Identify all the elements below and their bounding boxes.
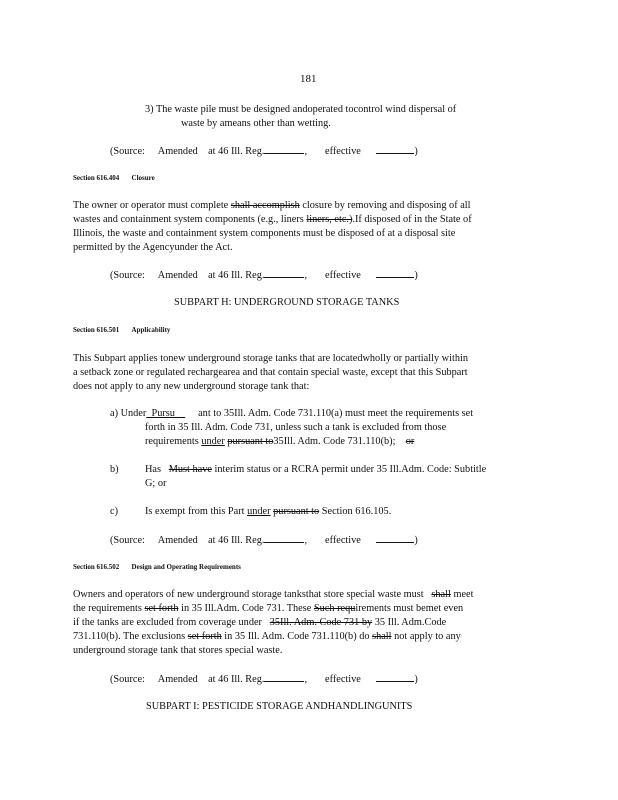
closure-line-3: Illinois, the waste and containment system components must be disposed of at a disposal site [73, 228, 456, 239]
design-line-5: underground storage tank that stores special waste. [73, 645, 283, 656]
design-line-2: the requirements set forth in 35 Ill.Adm. Code 731. These Such requirements must bemet even [73, 603, 464, 614]
item-b-label: b) [110, 464, 119, 475]
subpart-i-heading: SUBPART I: PESTICIDE STORAGE ANDHANDLINGUNITS [146, 701, 413, 712]
closure-line-1: The owner or operator must complete shall accomplish closure by removing and disposing of all [73, 200, 471, 211]
source-note: (Source: Amended at 46 Ill. Reg. , effective ) [110, 535, 418, 546]
item-c-label: c) [110, 506, 118, 517]
subpart-h-heading: SUBPART H: UNDERGROUND STORAGE TANKS [174, 297, 400, 308]
section-616-502-heading: Section 616.502 Design and Operating Requirements [73, 563, 241, 571]
page-number: 181 [300, 73, 317, 85]
item-b-line-1: Has Must have interim status or a RCRA permit under 35 Ill.Adm. Code: Subtitle [145, 464, 487, 475]
closure-line-2: wastes and containment system components (e.g., liners liners, etc.).If disposed of in the State of [73, 214, 472, 225]
applicability-line-2: a setback zone or regulated rechargearea and that contain special waste, except that this Subpart [73, 367, 468, 378]
applicability-line-3: does not apply to any new underground storage tank that: [73, 381, 310, 392]
item-a-line-2: forth in 35 Ill. Adm. Code 731, unless such a tank is excluded from those [145, 422, 447, 433]
item-3-line-1: 3) The waste pile must be designed andoperated tocontrol wind dispersal of [145, 104, 457, 115]
design-line-3: if the tanks are excluded from coverage under 35Ill. Adm. Code 731 by 35 Ill. Adm.Code [73, 617, 447, 628]
item-a-line-1: a) Under Pursu ant to 35Ill. Adm. Code 731.110(a) must meet the requirements set [110, 408, 474, 419]
section-616-501-heading: Section 616.501 Applicability [73, 326, 171, 334]
applicability-line-1: This Subpart applies tonew underground storage tanks that are locatedwholly or partially within [73, 353, 469, 364]
source-note: (Source: Amended at 46 Ill. Reg. , effective ) [110, 674, 418, 685]
source-note: (Source: Amended at 46 Ill. Reg. , effective ) [110, 146, 418, 157]
closure-line-4: permitted by the Agencyunder the Act. [73, 242, 233, 253]
item-3-line-2: waste by ameans other than wetting. [181, 118, 331, 129]
source-note: (Source: Amended at 46 Ill. Reg. , effective ) [110, 270, 418, 281]
item-a-line-3: requirements under pursuant to35Ill. Adm. Code 731.110(b); or [145, 436, 415, 447]
item-c-line-1: Is exempt from this Part under pursuant to Section 616.105. [145, 506, 392, 517]
design-line-4: 731.110(b). The exclusions set forth in 35 Ill. Adm. Code 731.110(b) do shall not apply to any [73, 631, 461, 642]
section-616-404-heading: Section 616.404 Closure [73, 174, 155, 182]
design-line-1: Owners and operators of new underground storage tanksthat store special waste must shall meet [73, 589, 474, 600]
item-b-line-2: G; or [145, 478, 167, 489]
